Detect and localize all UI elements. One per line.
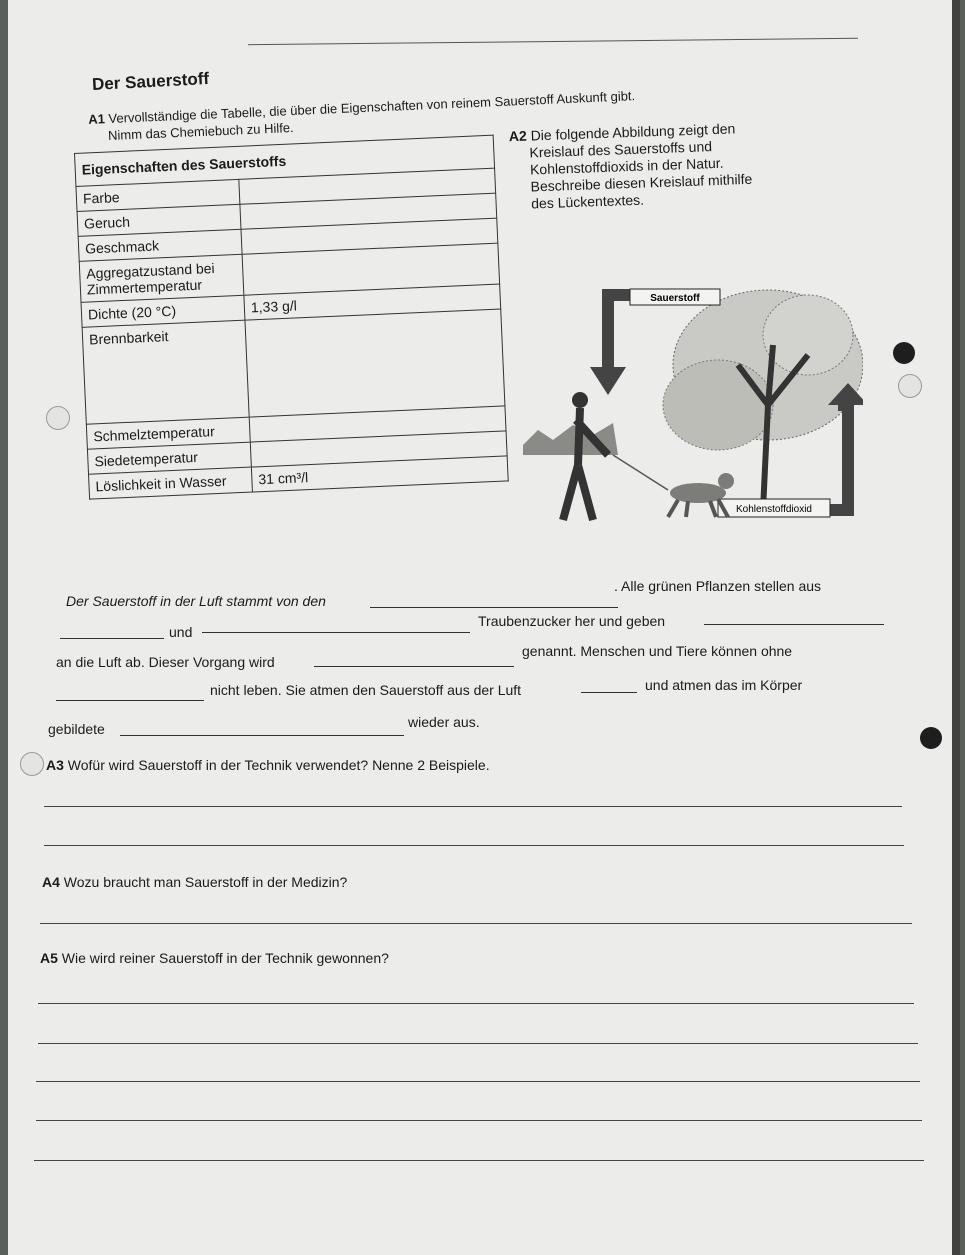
table-cell-prop: Siedetemperatur xyxy=(87,442,251,474)
task-a2-label: A2 xyxy=(508,127,528,145)
cloze-part: . Alle grünen Pflanzen stellen aus xyxy=(614,578,822,594)
task-a1-hint: Nimm das Chemiebuch zu Hilfe. xyxy=(107,119,294,144)
task-a3-text: Wofür wird Sauerstoff in der Technik verwendet? Nenne 2 Beispiele. xyxy=(67,757,490,773)
punch-hole-ring xyxy=(46,406,70,430)
table-cell-prop: Geschmack xyxy=(78,229,242,261)
task-a3-label: A3 xyxy=(46,757,64,773)
task-a1 xyxy=(88,88,635,127)
task-a2-line: Kohlenstoffdioxids in der Natur. xyxy=(529,154,724,178)
cloze-part: und xyxy=(169,624,193,640)
task-a1-text: Vervollständige die Tabelle, die über die Eigenschaften von reinem Sauerstoff Auskunft gibt. xyxy=(108,88,636,127)
person-icon xyxy=(563,392,668,520)
properties-table xyxy=(74,135,512,573)
cloze-blank[interactable] xyxy=(60,638,164,639)
task-a4 xyxy=(42,874,347,890)
table-cell-prop: Löslichkeit in Wasser xyxy=(89,467,253,499)
task-a2-line: Kreislauf des Sauerstoffs und xyxy=(529,138,713,161)
cloze-blank[interactable] xyxy=(704,624,884,625)
punch-hole xyxy=(920,727,942,749)
top-rule xyxy=(248,38,858,45)
cloze-part: nicht leben. Sie atmen den Sauerstoff aus der Luft xyxy=(210,682,522,698)
task-a2-line: Die folgende Abbildung zeigt den xyxy=(530,120,736,144)
oxygen-cycle-figure xyxy=(518,255,863,530)
task-a2-line: des Lückentextes. xyxy=(530,191,645,212)
table-header: Eigenschaften des Sauerstoffs xyxy=(75,135,495,186)
task-a3 xyxy=(46,757,490,773)
table-row xyxy=(82,309,505,424)
oxygen-arrowhead xyxy=(590,367,626,395)
table-cell-value[interactable]: 31 cm³/l xyxy=(251,456,508,492)
punch-hole-ring xyxy=(898,374,922,398)
table-cell-value[interactable] xyxy=(245,309,505,417)
cloze-blank[interactable] xyxy=(314,666,514,667)
task-a2 xyxy=(509,120,754,213)
cloze-blank[interactable] xyxy=(581,692,637,693)
answer-line[interactable] xyxy=(40,923,912,924)
answer-line[interactable] xyxy=(38,1003,914,1004)
page-title: Der Sauerstoff xyxy=(91,68,210,95)
answer-line[interactable] xyxy=(44,845,904,846)
answer-line[interactable] xyxy=(36,1081,920,1082)
answer-line[interactable] xyxy=(44,806,902,807)
table-cell-prop: Schmelztemperatur xyxy=(86,417,250,449)
task-a1-label: A1 xyxy=(87,111,106,127)
cloze-part: genannt. Menschen und Tiere können ohne xyxy=(522,643,793,659)
cloze-part: gebildete xyxy=(48,721,105,737)
task-a4-text: Wozu braucht man Sauerstoff in der Medizin? xyxy=(63,874,348,890)
punch-hole-ring xyxy=(20,752,44,776)
table-cell-prop: Farbe xyxy=(76,179,240,211)
worksheet xyxy=(8,0,960,1255)
punch-hole xyxy=(893,342,915,364)
table-cell-prop: Dichte (20 °C) xyxy=(81,295,245,327)
task-a2-line: Beschreibe diesen Kreislauf mithilfe xyxy=(530,170,753,195)
table-cell-prop: Aggregatzustand bei Zimmertemperatur xyxy=(79,254,244,302)
cloze-blank[interactable] xyxy=(202,632,470,633)
cloze-part: Traubenzucker her und geben xyxy=(478,613,666,629)
oxygen-label: Sauerstoff xyxy=(650,293,700,304)
cloze-blank[interactable] xyxy=(120,735,404,736)
answer-line[interactable] xyxy=(34,1160,924,1161)
answer-line[interactable] xyxy=(38,1043,918,1044)
cloze-part: Der Sauerstoff in der Luft stammt von den xyxy=(66,593,326,609)
cloze-part: wieder aus. xyxy=(408,714,480,730)
task-a5 xyxy=(40,950,389,966)
table-cell-prop: Geruch xyxy=(77,204,241,236)
page-edge xyxy=(952,0,960,1255)
dog-icon xyxy=(668,473,734,517)
table-cell-value[interactable]: 1,33 g/l xyxy=(244,284,501,320)
answer-line[interactable] xyxy=(36,1120,922,1121)
cloze-part: und atmen das im Körper xyxy=(645,677,803,693)
co2-label: Kohlenstoffdioxid xyxy=(736,504,812,515)
cloze-part: an die Luft ab. Dieser Vorgang wird xyxy=(56,654,275,670)
cloze-blank[interactable] xyxy=(370,607,618,608)
task-a4-label: A4 xyxy=(42,874,60,890)
cloze-blank[interactable] xyxy=(56,700,204,701)
table-cell-prop: Brennbarkeit xyxy=(82,320,249,424)
task-a5-label: A5 xyxy=(40,950,58,966)
task-a5-text: Wie wird reiner Sauerstoff in der Technik gewonnen? xyxy=(61,950,389,966)
